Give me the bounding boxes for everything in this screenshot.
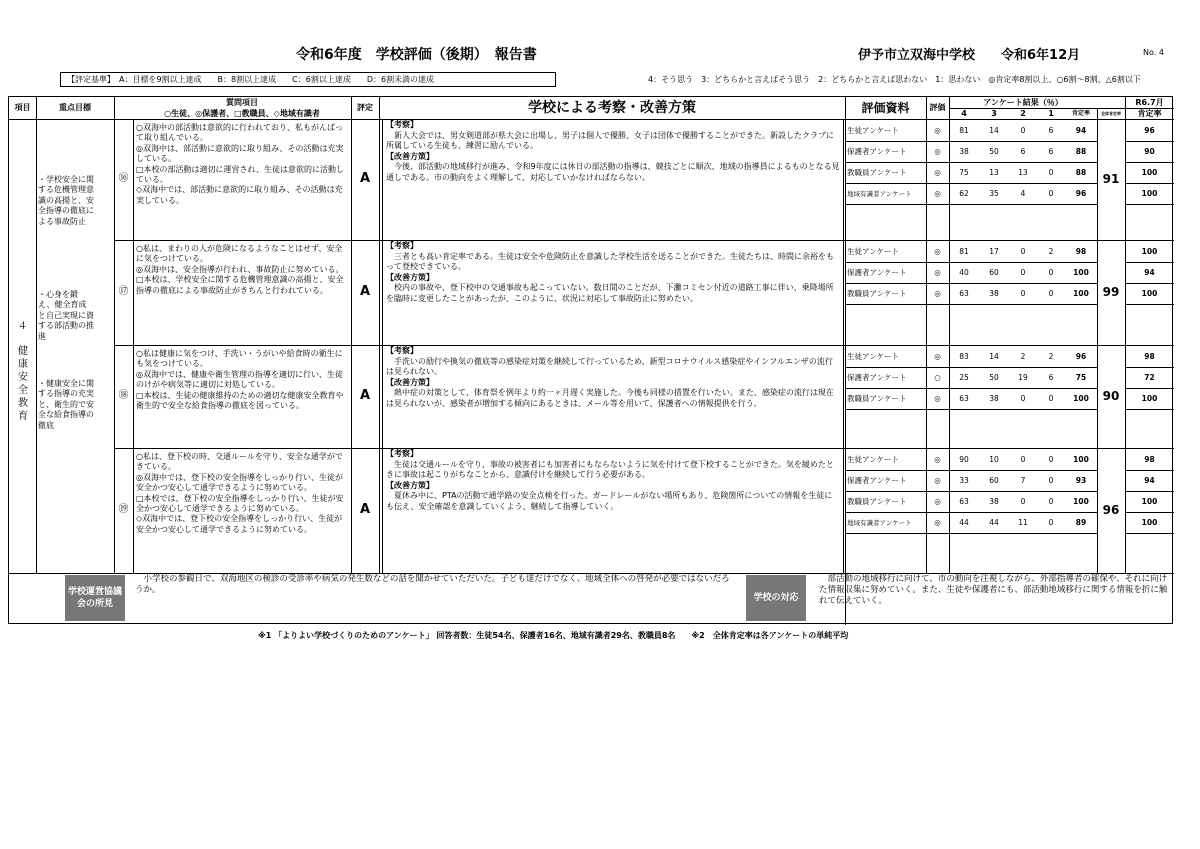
- improvement-text: 熱中症の対策として、体育祭を例年より約一ヶ月遅く実施した。今後も同様の措置を行いたい。また、感染症の流行は現在は見られないが、感染者が増加する傾向にあるときは、メール等を用いて、保護者への情報提供を行う。: [386, 388, 834, 408]
- survey-source: 生徒アンケート: [847, 352, 900, 361]
- survey-value-4: 83: [959, 352, 969, 361]
- survey-value-2: 0: [1020, 455, 1026, 464]
- col-s2: 2: [1020, 109, 1026, 118]
- consideration-block: [382, 345, 844, 448]
- goal-3: ・健康安全に関する指導の充実と、衛生的で安全な給食指導の徹底: [38, 379, 94, 430]
- survey-value-2: 13: [1018, 168, 1028, 177]
- col-item: 項目: [14, 102, 31, 112]
- consideration-heading: 【考察】: [386, 346, 418, 355]
- survey-value-4: 63: [959, 289, 969, 298]
- council-text: 小学校の参観日で、双海地区の検診の受診率や病気の発生数などの話を聞かせていただいた。子ども達だけでなく、地域全体への啓発が必要ではないだろうか。: [135, 574, 730, 595]
- survey-affirm: 94: [1075, 126, 1087, 135]
- survey-eval: ◎: [934, 455, 941, 464]
- survey-prev: 90: [1144, 147, 1155, 156]
- rating-value: A: [359, 284, 371, 300]
- rating-value: A: [359, 171, 371, 187]
- goal-1: ・学校安全に関する危機管理意識の高揚と、安全指導の徹底による事故防止: [38, 175, 94, 226]
- question-text: ○私は、登下校の時、交通ルールを守り、安全な通学ができている。 ◎双海中では、登下校の安全指導をしっかり行い、生徒が安全かつ安心して通学できるように努めている。 □本校では、登下校の安全指導をしっかり行い、生徒が安全かつ安心して通学できるように努めている。 ◇双海中では、登下校の安全指導をしっかり行い、生徒が安全かつ安心して通学できるように努めている。: [136, 452, 344, 534]
- consideration-text: 三者とも高い肯定率である。生徒は安全や危険防止を意識した学校生活を送ることができた。生徒たちは、時間に余裕をもって登校できている。: [386, 251, 834, 272]
- survey-value-1: 2: [1048, 247, 1054, 256]
- goal-2: ・心身を鍛え、健全育成と自己実現に資する部活動の推進: [38, 290, 94, 341]
- improvement-heading: 【改善方策】: [386, 377, 434, 387]
- survey-value-2: 7: [1020, 476, 1026, 485]
- page-number: No. 4: [1143, 48, 1164, 57]
- survey-value-1: 0: [1048, 189, 1054, 198]
- survey-affirm: 75: [1075, 373, 1087, 382]
- survey-value-2: 2: [1020, 352, 1026, 361]
- survey-value-2: 0: [1020, 247, 1026, 256]
- item-number: ４: [17, 320, 28, 332]
- survey-prev: 100: [1141, 497, 1158, 506]
- survey-affirm: 100: [1073, 268, 1089, 277]
- survey-value-4: 63: [959, 394, 969, 403]
- survey-value-2: 6: [1020, 147, 1026, 156]
- improvement-heading: 【改善方策】: [386, 480, 434, 490]
- survey-source: 保護者アンケート: [847, 373, 907, 382]
- row-number: ⑰: [118, 286, 129, 298]
- consideration-heading: 【考察】: [386, 120, 418, 129]
- school-date: 伊予市立双海中学校 令和6年12月: [858, 48, 1081, 63]
- survey-value-4: 40: [959, 268, 969, 277]
- survey-source: 教職員アンケート: [847, 497, 907, 506]
- survey-value-1: 6: [1048, 126, 1054, 135]
- col-rating: 評定: [357, 102, 373, 112]
- rating-value: A: [359, 388, 371, 404]
- survey-value-4: 33: [959, 476, 969, 485]
- survey-prev: 100: [1141, 168, 1158, 177]
- page-title: 令和6年度 学校評価（後期） 報告書: [296, 47, 537, 63]
- survey-prev: 94: [1144, 476, 1155, 485]
- survey-source: 生徒アンケート: [847, 126, 900, 135]
- survey-value-4: 62: [959, 189, 969, 198]
- survey-value-1: 0: [1048, 455, 1054, 464]
- col-eval: 評価: [929, 102, 946, 112]
- col-consideration: 学校による考察・改善方策: [528, 99, 696, 116]
- survey-value-3: 10: [989, 455, 999, 464]
- survey-eval: ◎: [934, 476, 941, 485]
- survey-value-3: 17: [989, 247, 999, 256]
- survey-value-1: 6: [1048, 373, 1054, 382]
- col-affirm: 肯定率: [1071, 110, 1090, 117]
- col-overall: 全体肯定率: [1101, 111, 1121, 116]
- survey-value-2: 0: [1020, 268, 1026, 277]
- survey-value-1: 0: [1048, 168, 1054, 177]
- survey-affirm: 89: [1075, 518, 1087, 527]
- survey-value-4: 44: [959, 518, 969, 527]
- survey-value-3: 38: [989, 289, 999, 298]
- survey-eval: ○: [934, 373, 941, 382]
- overall-affirm: 90: [1102, 389, 1120, 404]
- survey-eval: ◎: [934, 518, 941, 527]
- survey-legend: 4：そう思う 3：どちらかと言えばそう思う 2：どちらかと言えば思わない 1：思わない ◎肯定率8割以上、○6割～8割、△6割以下: [648, 75, 1141, 84]
- survey-value-2: 19: [1018, 373, 1028, 382]
- survey-value-4: 25: [959, 373, 969, 382]
- survey-source: 保護者アンケート: [847, 476, 907, 485]
- survey-value-2: 4: [1020, 189, 1026, 198]
- survey-eval: ◎: [934, 352, 941, 361]
- consideration-heading: 【考察】: [386, 241, 418, 250]
- survey-value-4: 38: [959, 147, 969, 156]
- survey-value-1: 0: [1048, 518, 1054, 527]
- survey-value-1: 6: [1048, 147, 1054, 156]
- rating-value: A: [359, 502, 371, 518]
- consideration-heading: 【考察】: [386, 449, 418, 458]
- survey-eval: ◎: [934, 394, 941, 403]
- consideration-text: 生徒は交通ルールを守り、事故の被害者にも加害者にもならないように気を付けて登下校することができた。気を緩めたときに事故は起こりがちなことから、意識付けを継続して行う必要がある。: [386, 459, 834, 480]
- row-number: ⑯: [118, 173, 129, 185]
- survey-prev: 96: [1144, 126, 1155, 135]
- survey-affirm: 100: [1073, 497, 1089, 506]
- survey-value-1: 0: [1048, 268, 1054, 277]
- evaluation-table: [8, 96, 1173, 624]
- survey-value-3: 60: [989, 268, 999, 277]
- improvement-text: 今後、部活動の地域移行が進み、令和9年度には休日の部活動の指導は、競技ごとに順次、地域の指導員によるものとなる見通しである。市の動向をよく理解して、対応していかなければならない。: [386, 162, 840, 182]
- survey-eval: ◎: [934, 147, 941, 156]
- survey-source: 地域有識者アンケート: [847, 519, 912, 527]
- survey-source: 教職員アンケート: [847, 394, 907, 403]
- survey-eval: ◎: [934, 189, 941, 198]
- survey-eval: ◎: [934, 268, 941, 277]
- survey-value-3: 44: [989, 518, 999, 527]
- consideration-text: 新人大会では、男女剣道部が県大会に出場し、男子は個人で優勝、女子は団体で優勝することができた。新設したクラブに所属している生徒も、練習に励んでいる。: [386, 130, 834, 151]
- survey-source: 保護者アンケート: [847, 268, 907, 277]
- question-text: ○双海中の部活動は意欲的に行われており、私もがんばって取り組んでいる。 ◎双海中は、部活動に意欲的に取り組み、その活動は充実している。 □本校の部活動は適切に運営され、生徒は意欲的に活動している。 ◇双海中では、部活動に意欲的に取り組み、その活動は充実している。: [136, 123, 345, 205]
- survey-prev: 98: [1144, 352, 1155, 361]
- survey-value-3: 50: [989, 373, 999, 382]
- school-response-text: 部活動の地域移行に向けて、市の動向を注視しながら、外部指導者の確保や、それに向けた情報収集に努めていく。また、生徒や保護者にも、部活動地域移行に関する情報を折に触れて伝えていく。: [819, 574, 1168, 606]
- survey-source: 保護者アンケート: [847, 147, 907, 156]
- col-s3: 3: [991, 109, 997, 118]
- survey-value-3: 50: [989, 147, 999, 156]
- survey-value-2: 0: [1020, 126, 1026, 135]
- consideration-text: 手洗いの励行や換気の徹底等の感染症対策を継続して行っているため、新型コロナウイルス感染症やインフルエンザの流行は見られない。: [386, 356, 833, 377]
- row-number: ⑲: [118, 504, 129, 516]
- consideration-block: [382, 119, 844, 240]
- col-s4: 4: [961, 109, 967, 118]
- survey-prev: 100: [1141, 289, 1158, 298]
- survey-value-1: 0: [1048, 476, 1054, 485]
- question-text: ○私は健康に気をつけ、手洗い・うがいや給食時の衛生にも気をつけている。 ◎双海中では、健康や衛生管理の指導を適切に行い、生徒のけがや病気等に適切に対処している。 □本校は、生徒の健康維持のための適切な健康安全教育や衛生的で安全な給食指導の徹底を図っている。: [136, 349, 344, 411]
- school-response-label: 学校の対応: [746, 575, 806, 621]
- col-survey: アンケート結果（％）: [983, 98, 1063, 107]
- survey-prev: 100: [1141, 394, 1158, 403]
- question-text: ○私は、まわりの人が危険になるようなことはせず、安全に気をつけている。 ◎双海中は、安全指導が行われ、事故防止に努めている。 □本校は、学校安全に関する危機管理意識の高揚と、安全指導の徹底による事故防止がきちんと行われている。: [136, 244, 344, 295]
- survey-value-4: 75: [959, 168, 969, 177]
- survey-value-4: 81: [959, 126, 969, 135]
- survey-value-2: 0: [1020, 497, 1026, 506]
- survey-value-3: 38: [989, 497, 999, 506]
- survey-affirm: 100: [1073, 455, 1089, 464]
- survey-affirm: 88: [1075, 147, 1087, 156]
- footnote: ※1 「よりよい学校づくりのためのアンケート」 回答者数：生徒54名、保護者16名、地域有識者29名、教職員8名 ※2 全体肯定率は各アンケートの単純平均: [258, 631, 849, 640]
- survey-source: 生徒アンケート: [847, 247, 900, 256]
- overall-affirm: 99: [1102, 285, 1120, 300]
- survey-value-3: 38: [989, 394, 999, 403]
- survey-value-2: 0: [1020, 289, 1026, 298]
- survey-value-3: 14: [989, 352, 999, 361]
- survey-prev: 100: [1141, 189, 1158, 198]
- survey-value-3: 35: [989, 189, 999, 198]
- survey-value-2: 11: [1018, 518, 1028, 527]
- improvement-text: 夏休み中に、PTAの活動で通学路の安全点検を行った。ガードレールがない場所もあり、危険箇所についての情報を生徒にも伝え、安全確認を意識していくよう、継続して指導していく。: [386, 491, 833, 511]
- overall-affirm: 91: [1102, 172, 1120, 187]
- improvement-text: 校内の事故や、登下校中の交通事故も起こっていない。数日間のことだが、下灘コミセン付近の道路工事に伴い、乗降場所を臨時に変更したことがあったが、このように、状況に対応して事故防止に努めたい。: [386, 283, 834, 303]
- survey-affirm: 88: [1075, 168, 1087, 177]
- survey-affirm: 100: [1073, 394, 1089, 403]
- survey-eval: ◎: [934, 497, 941, 506]
- col-goal: 重点目標: [59, 102, 91, 112]
- council-label: 学校運営協議会の所見: [65, 575, 125, 621]
- survey-source: 教職員アンケート: [847, 168, 907, 177]
- overall-affirm: 96: [1102, 503, 1120, 518]
- survey-source: 教職員アンケート: [847, 289, 907, 298]
- survey-value-1: 0: [1048, 497, 1054, 506]
- consideration-block: [382, 448, 844, 573]
- survey-eval: ◎: [934, 289, 941, 298]
- survey-value-3: 13: [989, 168, 999, 177]
- survey-eval: ◎: [934, 247, 941, 256]
- survey-affirm: 100: [1073, 289, 1089, 298]
- survey-affirm: 96: [1075, 189, 1087, 198]
- survey-prev: 72: [1144, 373, 1155, 382]
- survey-prev: 94: [1144, 268, 1155, 277]
- item-name: 健康安全教育: [18, 346, 28, 422]
- survey-value-2: 0: [1020, 394, 1026, 403]
- survey-value-1: 0: [1048, 394, 1054, 403]
- survey-value-4: 81: [959, 247, 969, 256]
- row-number: ⑱: [118, 390, 129, 402]
- survey-eval: ◎: [934, 126, 941, 135]
- survey-source: 地域有識者アンケート: [847, 190, 912, 198]
- survey-value-3: 60: [989, 476, 999, 485]
- survey-affirm: 93: [1075, 476, 1087, 485]
- col-prev-sub: 肯定率: [1137, 109, 1162, 118]
- survey-value-1: 2: [1048, 352, 1054, 361]
- improvement-heading: 【改善方策】: [386, 151, 434, 161]
- survey-prev: 98: [1144, 455, 1155, 464]
- col-material: 評価資料: [861, 100, 910, 115]
- improvement-heading: 【改善方策】: [386, 272, 434, 282]
- survey-affirm: 98: [1075, 247, 1087, 256]
- survey-prev: 100: [1141, 247, 1158, 256]
- col-s1: 1: [1048, 109, 1054, 118]
- survey-value-3: 14: [989, 126, 999, 135]
- col-question: 質問項目: [226, 98, 258, 107]
- survey-value-1: 0: [1048, 289, 1054, 298]
- col-prev: R6.7月: [1135, 98, 1164, 107]
- survey-value-4: 63: [959, 497, 969, 506]
- survey-affirm: 96: [1075, 352, 1087, 361]
- survey-value-4: 90: [959, 455, 969, 464]
- col-question-sub: ○生徒、◎保護者、□教職員、◇地域有識者: [164, 109, 320, 118]
- survey-source: 生徒アンケート: [847, 455, 900, 464]
- survey-prev: 100: [1141, 518, 1158, 527]
- survey-eval: ◎: [934, 168, 941, 177]
- criteria-box: 【評定基準】 A：目標を9割以上達成 B：8割以上達成 C：6割以上達成 D：6割未満の達成: [60, 72, 556, 87]
- consideration-block: [382, 240, 844, 345]
